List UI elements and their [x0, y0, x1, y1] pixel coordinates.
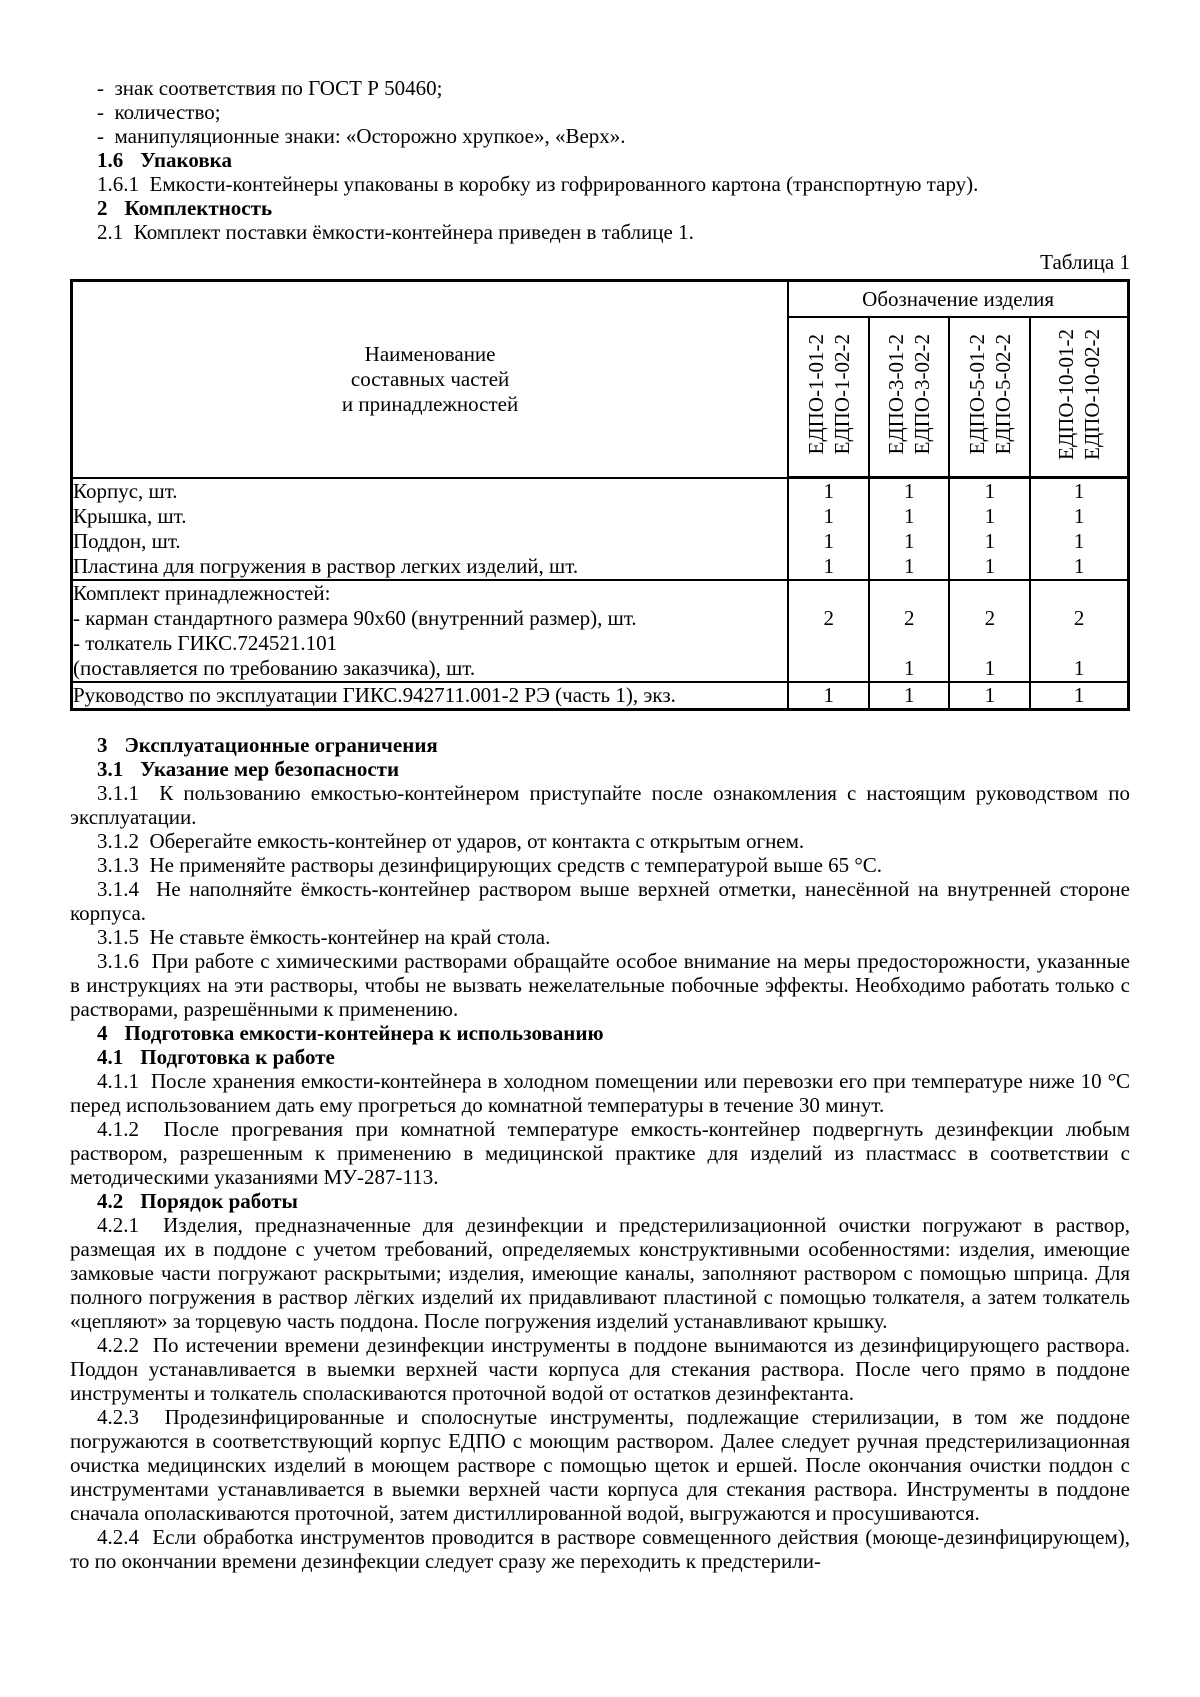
qty-line: 1 [984, 504, 996, 528]
column-label-line: ЕДПО-5-01-2 [964, 333, 989, 455]
column-label-line: ЕДПО-1-01-2 [803, 333, 828, 455]
qty-line: 2 [823, 606, 834, 630]
table-caption: Таблица 1 [1040, 250, 1130, 274]
part-name-line: Комплект принадлежностей: [73, 581, 331, 605]
rotated-column-label [803, 334, 855, 454]
heading-4-1 [70, 1045, 1130, 1069]
qty-line: 1 [1073, 504, 1085, 528]
qty-cell-edpo-10 [1030, 682, 1128, 710]
paragraph-4-2-3: 4.2.3 Продезинфицированные и сполоснутые инструменты, подлежащие стерилизации, в том же поддоне погружаются в соответствующий корпус ЕДПО с моющим раствором. Далее следует ручная предстерилизационная очистка медицинских изделий в моющем растворе с помощью щеток и ершей. После окончания очистки поддон с инструментами устанавливается в выемки верхней части корпуса для стекания раствора. Инструменты в поддоне сначала ополаскиваются проточной, затем дистиллированной водой, выгружаются и просушиваются. [70, 1405, 1130, 1525]
part-name-cell [72, 580, 789, 682]
qty-line: 1 [904, 656, 915, 680]
table-row-main-parts [72, 478, 1129, 581]
qty-line: 1 [984, 683, 996, 707]
qty-line: 1 [1073, 479, 1085, 503]
column-header-edpo-1 [788, 317, 869, 478]
paragraph-3-1-2: 3.1.2 Оберегайте емкость-контейнер от ударов, от контакта с открытым огнем. [97, 829, 805, 853]
heading-4-2 [70, 1189, 1130, 1213]
qty-line: 1 [904, 529, 915, 553]
qty-cell-edpo-10 [1030, 478, 1128, 581]
part-name-line: - карман стандартного размера 90х60 (внутренний размер), шт. [73, 606, 637, 630]
paragraph-3-1-1: 3.1.1 К пользованию емкостью-контейнером приступайте после ознакомления с настоящим руководством по эксплуатации. [70, 781, 1130, 829]
qty-cell-edpo-5 [949, 580, 1030, 682]
heading-3-1 [70, 757, 1130, 781]
heading-title: Комплектность [124, 196, 273, 220]
qty-line: 1 [823, 479, 834, 503]
qty-line [870, 581, 948, 606]
heading-title: Подготовка емкости-контейнера к использованию [124, 1021, 604, 1045]
heading-number: 2 [97, 196, 108, 220]
qty-line: 2 [984, 606, 996, 630]
part-name-line: Поддон, шт. [73, 528, 181, 553]
qty-line [789, 581, 868, 606]
heading-title: Упаковка [140, 148, 232, 172]
name-header-line: и принадлежностей [341, 391, 519, 416]
paragraph-4-1-2: 4.1.2 После прогревания при комнатной температуре емкость-контейнер подвергнуть дезинфекции любым раствором, разрешенным к применению в медицинской практике для изделий из пластмасс в соответствии с методическими указаниями МУ-287-113. [70, 1117, 1130, 1189]
group-header-product-designation: Обозначение изделия [788, 281, 1128, 318]
part-name-cell [72, 478, 789, 581]
list-item-quantity: - количество; [97, 100, 221, 124]
column-label-line: ЕДПО-3-02-2 [910, 333, 935, 455]
qty-line [870, 631, 948, 656]
heading-number: 4.2 [97, 1189, 124, 1213]
part-name-cell [72, 682, 789, 710]
qty-line: 2 [1073, 606, 1085, 630]
column-header-edpo-3 [869, 317, 949, 478]
paragraph-4-2-1: 4.2.1 Изделия, предназначенные для дезинфекции и предстерилизационной очистки погружают в раствор, размещая их в поддоне с учетом требований, определяемых конструктивными особенностями: изделия, имеющие замковые части погружают раскрытыми; изделия, имеющие каналы, заполняют раствором с помощью шприца. Для полного погружения в раствор лёгких изделий их придавливают пластиной с помощью толкателя, а затем толкатель «цепляют» за торцевую часть поддона. После погружения изделий устанавливают крышку. [70, 1213, 1130, 1333]
table-row-accessories [72, 580, 1129, 682]
qty-cell-edpo-3 [869, 682, 949, 710]
qty-cell-edpo-5 [949, 682, 1030, 710]
name-header-line: составных частей [350, 366, 510, 391]
heading-title: Порядок работы [140, 1189, 298, 1213]
name-header-line: Наименование [364, 341, 496, 366]
qty-line [1031, 581, 1127, 606]
qty-line: 1 [904, 504, 915, 528]
table-header-row [72, 281, 1129, 318]
qty-cell-edpo-1 [788, 580, 869, 682]
heading-number: 1.6 [97, 148, 124, 172]
rotated-column-label [883, 334, 935, 454]
heading-number: 4 [97, 1021, 108, 1045]
parts-table [70, 279, 1130, 711]
column-header-edpo-5 [949, 317, 1030, 478]
heading-number: 3.1 [97, 757, 124, 781]
paragraph-4-1-1: 4.1.1 После хранения емкости-контейнера в холодном помещении или перевозки его при температуре ниже 10 °С перед использованием дать ему прогреться до комнатной температуры в течение 30 минут. [70, 1069, 1130, 1117]
column-label-line: ЕДПО-3-01-2 [884, 333, 909, 455]
heading-title: Указание мер безопасности [140, 757, 400, 781]
qty-line: 1 [984, 554, 996, 578]
qty-line: 1 [904, 479, 915, 503]
qty-line: 1 [984, 479, 996, 503]
heading-number: 4.1 [97, 1045, 124, 1069]
paragraph-3-1-4: 3.1.4 Не наполняйте ёмкость-контейнер раствором выше верхней отметки, нанесённой на внутренней стороне корпуса. [70, 877, 1130, 925]
column-label-line: ЕДПО-10-01-2 [1054, 328, 1079, 460]
part-name-line: Крышка, шт. [73, 503, 187, 528]
paragraph-3-1-3: 3.1.3 Не применяйте растворы дезинфицирующих средств с температурой выше 65 °С. [97, 853, 883, 877]
paragraph-3-1-6: 3.1.6 При работе с химическими растворами обращайте особое внимание на меры предосторожности, указанные в инструкциях на эти растворы, чтобы не вызвать нежелательные побочные эффекты. Необходимо работать только с растворами, разрешёнными к применению. [70, 949, 1130, 1021]
heading-title: Подготовка к работе [140, 1045, 335, 1069]
column-label-line: ЕДПО-10-02-2 [1080, 328, 1105, 460]
qty-line: 1 [904, 683, 915, 707]
name-column-header [72, 281, 789, 478]
qty-line: 1 [984, 529, 996, 553]
part-name-line: Руководство по эксплуатации ГИКС.942711.001-2 РЭ (часть 1), экз. [73, 683, 676, 707]
qty-line: 1 [904, 554, 915, 578]
qty-line [789, 656, 868, 681]
heading-2 [70, 196, 1130, 220]
heading-1-6 [70, 148, 1130, 172]
rotated-column-label [964, 334, 1016, 454]
list-item-conformity-mark: - знак соответствия по ГОСТ Р 50460; [97, 76, 443, 100]
qty-cell-edpo-10 [1030, 580, 1128, 682]
qty-line: 1 [1073, 554, 1085, 578]
qty-line: 1 [1073, 683, 1085, 707]
table-row-manual [72, 682, 1129, 710]
qty-cell-edpo-3 [869, 580, 949, 682]
paragraph-3-1-5: 3.1.5 Не ставьте ёмкость-контейнер на край стола. [97, 925, 551, 949]
qty-line: 1 [823, 683, 834, 707]
qty-line [950, 581, 1029, 606]
list-item-handling-marks: - манипуляционные знаки: «Осторожно хрупкое», «Верх». [97, 124, 626, 148]
part-name-line: (поставляется по требованию заказчика), шт. [73, 656, 476, 680]
qty-line: 1 [1073, 529, 1085, 553]
paragraph-4-2-4: 4.2.4 Если обработка инструментов проводится в растворе совмещенного действия (моюще-дезинфицирующем), то по окончании времени дезинфекции следует сразу же переходить к предстерили- [70, 1525, 1130, 1573]
paragraph-1-6-1: 1.6.1 Емкости-контейнеры упакованы в коробку из гофрированного картона (транспортную тару). [97, 172, 979, 196]
column-header-edpo-10 [1030, 317, 1128, 478]
column-label-line: ЕДПО-5-02-2 [990, 333, 1015, 455]
heading-4 [70, 1021, 1130, 1045]
qty-cell-edpo-3 [869, 478, 949, 581]
heading-3 [70, 733, 1130, 757]
heading-number: 3 [97, 733, 108, 757]
rotated-column-label [1053, 329, 1105, 460]
qty-line: 1 [1073, 656, 1085, 680]
part-name-line: - толкатель ГИКС.724521.101 [73, 631, 338, 655]
part-name-line: Пластина для погружения в раствор легких изделий, шт. [73, 553, 579, 578]
column-label-line: ЕДПО-1-02-2 [829, 333, 854, 455]
qty-line [789, 631, 868, 656]
qty-line [950, 631, 1029, 656]
qty-line: 1 [823, 554, 834, 578]
heading-title: Эксплуатационные ограничения [124, 733, 438, 757]
qty-line [1031, 631, 1127, 656]
qty-line: 1 [984, 656, 996, 680]
paragraph-2-1: 2.1 Комплект поставки ёмкости-контейнера приведен в таблице 1. [97, 220, 694, 244]
qty-line: 2 [904, 606, 915, 630]
qty-cell-edpo-1 [788, 478, 869, 581]
part-name-line: Корпус, шт. [73, 478, 178, 503]
qty-cell-edpo-1 [788, 682, 869, 710]
qty-line: 1 [823, 504, 834, 528]
paragraph-4-2-2: 4.2.2 По истечении времени дезинфекции инструменты в поддоне вынимаются из дезинфицирующего раствора. Поддон устанавливается в выемки верхней части корпуса для стекания раствора. После чего прямо в поддоне инструменты и толкатель споласкиваются проточной водой от остатков дезинфектанта. [70, 1333, 1130, 1405]
qty-cell-edpo-5 [949, 478, 1030, 581]
qty-line: 1 [823, 529, 834, 553]
